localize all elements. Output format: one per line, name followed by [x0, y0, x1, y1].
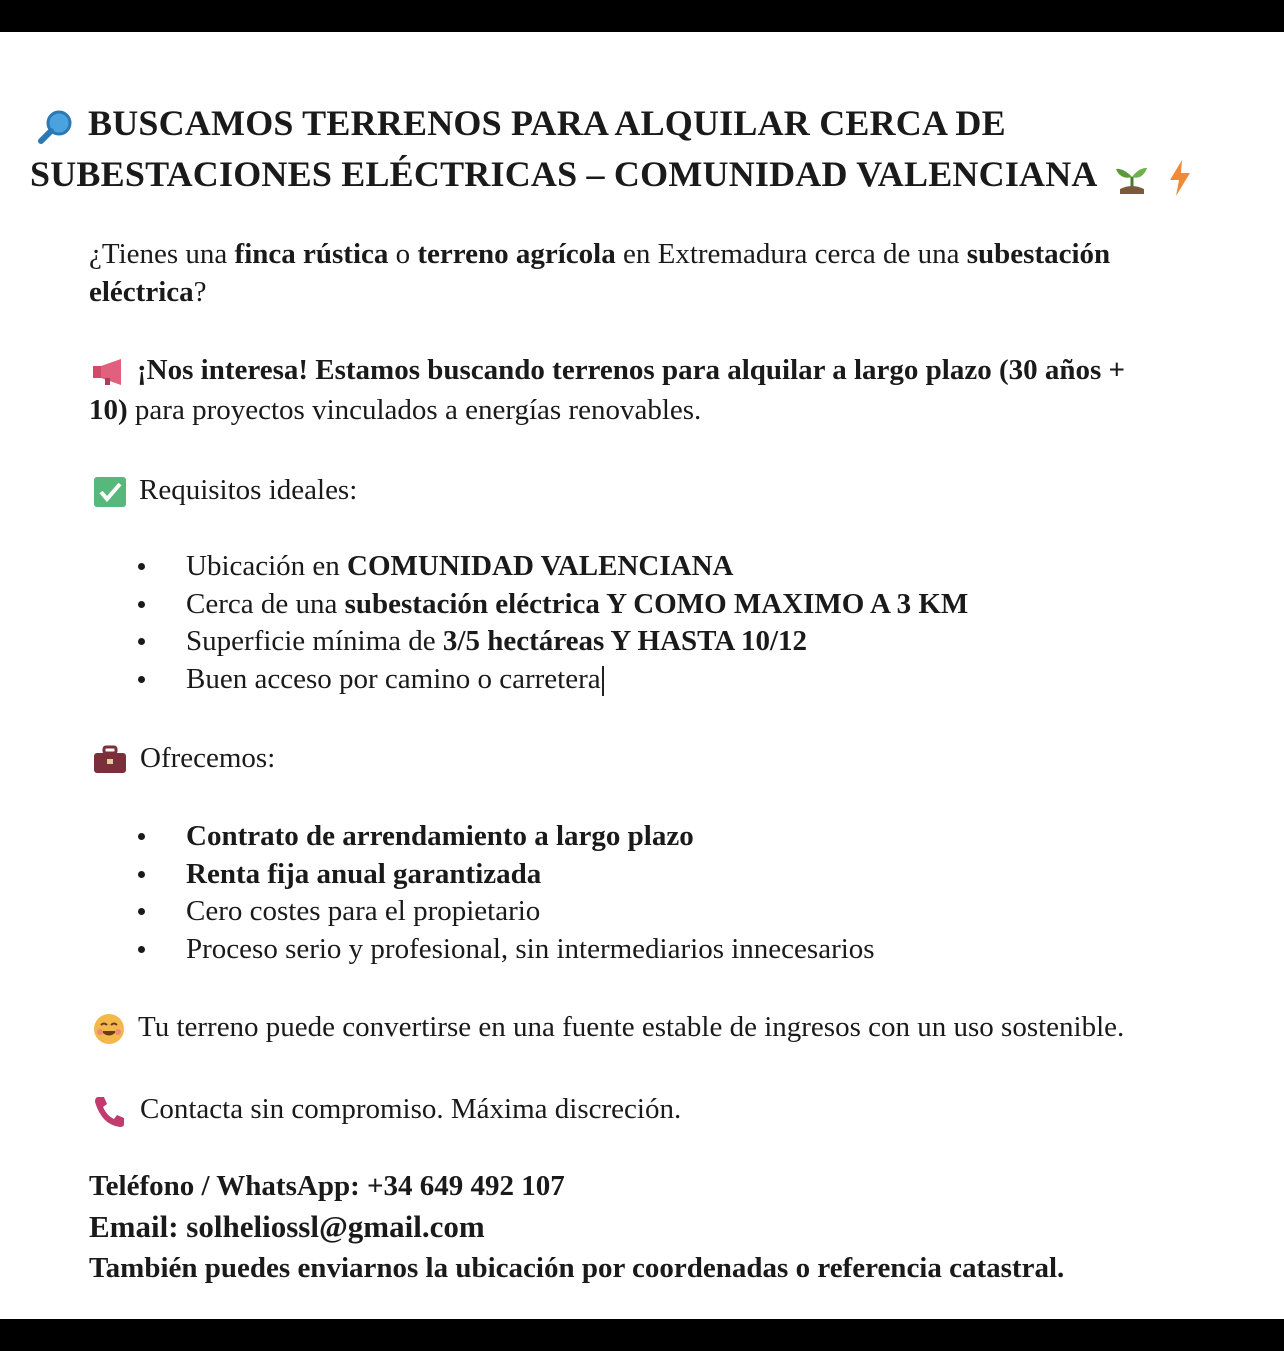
footer-line: También puedes enviarnos la ubicación por coordenadas o referencia catastral.: [89, 1252, 1065, 1284]
bullet: [138, 563, 145, 570]
email-line: Email: solheliossl@gmail.com: [89, 1209, 485, 1244]
sustainable-line: Tu terreno puede convertirse en una fuente estable de ingresos con un uso sostenible.: [92, 1009, 1124, 1046]
list-item: Superficie mínima de 3/5 hectáreas Y HASTA 10/12: [138, 623, 968, 661]
offer-heading: Ofrecemos:: [92, 740, 275, 776]
lightning-icon: [1166, 158, 1194, 198]
intro-line-2: eléctrica?: [89, 276, 207, 308]
title-line-2: [30, 153, 1194, 198]
text-cursor: [602, 666, 604, 696]
list-item: Cerca de una subestación eléctrica Y COMO MAXIMO A 3 KM: [138, 586, 968, 624]
interest-line-1: ¡Nos interesa! Estamos buscando terrenos para alquilar a largo plazo (30 años +: [91, 352, 1125, 388]
requirements-heading: Requisitos ideales:: [93, 472, 357, 508]
seedling-icon: [1113, 159, 1151, 197]
list-item: Renta fija anual garantizada: [138, 856, 875, 894]
list-item: Proceso serio y profesional, sin intermediarios innecesarios: [138, 931, 875, 969]
document-page: [0, 32, 1284, 1319]
list-item: Contrato de arrendamiento a largo plazo: [138, 818, 875, 856]
briefcase-icon: [92, 745, 128, 775]
title-line-1: [36, 102, 1006, 145]
bullet: [138, 908, 145, 915]
contact-line: Contacta sin compromiso. Máxima discreción.: [92, 1091, 681, 1128]
bullet: [138, 871, 145, 878]
bullet: [138, 833, 145, 840]
requirements-list: [138, 548, 968, 698]
title-text-1: BUSCAMOS TERRENOS PARA ALQUILAR CERCA DE: [88, 103, 1006, 143]
phone-line: Teléfono / WhatsApp: +34 649 492 107: [89, 1170, 565, 1202]
list-item: Buen acceso por camino o carretera: [138, 661, 968, 699]
interest-line-2: 10) para proyectos vinculados a energías renovables.: [89, 394, 702, 426]
magnifier-icon: [36, 109, 76, 145]
phone-icon: [92, 1094, 128, 1128]
bullet: [138, 601, 145, 608]
bullet: [138, 946, 145, 953]
offer-list: [138, 818, 875, 968]
megaphone-icon: [91, 358, 127, 386]
intro-line-1: ¿Tienes una finca rústica o terreno agrícola en Extremadura cerca de una subestación: [89, 238, 1111, 270]
list-item: Cero costes para el propietario: [138, 893, 875, 931]
list-item: Ubicación en COMUNIDAD VALENCIANA: [138, 548, 968, 586]
title-text-2: SUBESTACIONES ELÉCTRICAS – COMUNIDAD VALENCIANA: [30, 154, 1096, 194]
checkmark-icon: [93, 476, 127, 508]
smile-icon: [92, 1012, 126, 1046]
bullet: [138, 638, 145, 645]
bullet: [138, 676, 145, 683]
